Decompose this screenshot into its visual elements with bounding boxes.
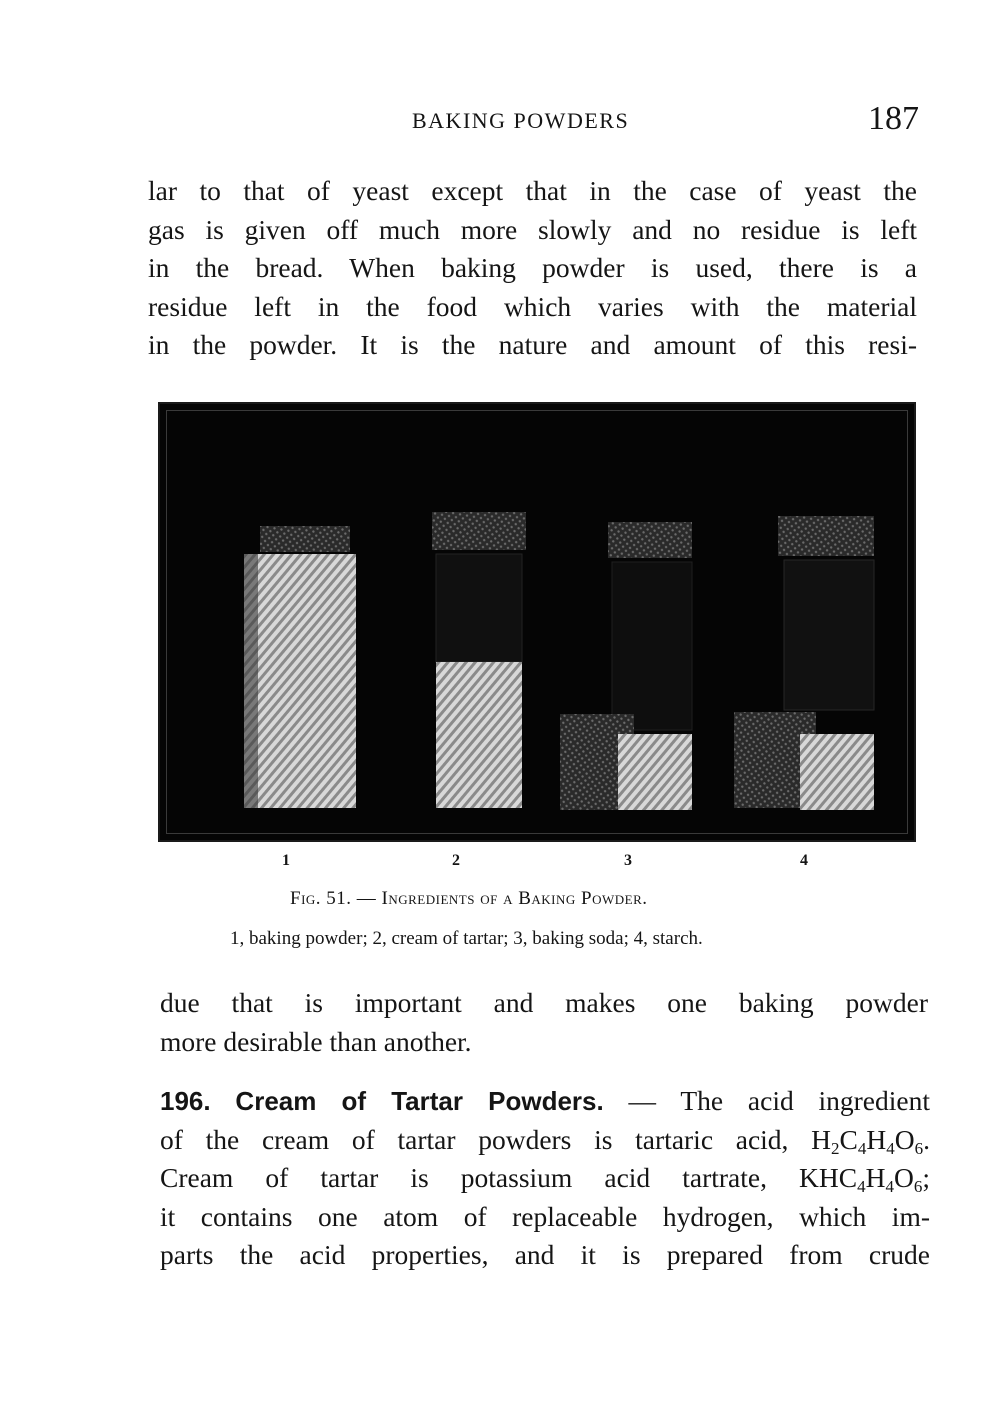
running-head: BAKING POWDERS	[412, 108, 630, 133]
formula-part: C	[839, 1123, 858, 1155]
formula-potassium-acid-tartrate	[799, 1162, 930, 1196]
formula-subscript: 4	[886, 1138, 895, 1158]
formula-subscript: 4	[857, 1138, 867, 1158]
section-number: 196.	[160, 1086, 211, 1116]
figure-border	[166, 410, 908, 834]
formula-part: H	[811, 1123, 832, 1155]
formula-part: H	[865, 1162, 886, 1193]
formula-subscript: 6	[914, 1138, 924, 1158]
caption-text: Fig. 51. — Ingredients of a Baking Powder.	[290, 888, 648, 909]
text-segment: of the cream of tartar powders is tartaric acid,	[160, 1123, 812, 1155]
formula-subscript: 4	[857, 1177, 866, 1196]
jar-number-1: 1	[282, 852, 290, 869]
section-196	[160, 1082, 930, 1275]
text-segment: The acid ingredient	[680, 1085, 930, 1116]
text-line	[160, 1159, 930, 1198]
text-line	[160, 1121, 930, 1160]
figure-legend: 1, baking powder; 2, cream of tartar; 3, baking soda; 4, starch.	[230, 928, 703, 949]
paragraph-top	[148, 172, 917, 365]
formula-subscript: 2	[831, 1138, 840, 1158]
section-heading-line	[160, 1082, 930, 1121]
formula-subscript: 6	[913, 1177, 923, 1196]
figure-photo	[158, 402, 916, 842]
jar-number-3: 3	[624, 852, 632, 869]
formula-part: H	[866, 1123, 887, 1155]
text-line: in the bread. When baking powder is used, there is a	[148, 252, 917, 283]
formula-tartaric-acid	[811, 1123, 930, 1158]
formula-part: ;	[922, 1162, 930, 1193]
jar-number-4: 4	[800, 852, 808, 869]
paragraph-middle	[160, 984, 928, 1061]
formula-part: .	[923, 1123, 930, 1155]
formula-part: KH	[799, 1162, 839, 1193]
formula-part: C	[838, 1162, 858, 1193]
text-line: lar to that of yeast except that in the case of yeast the	[148, 175, 917, 206]
text-line: due that is important and makes one baking powder	[160, 987, 928, 1018]
em-dash: —	[603, 1085, 681, 1116]
formula-part: O	[894, 1123, 915, 1155]
jar-number-2: 2	[452, 852, 460, 869]
text-line: more desirable than another.	[160, 1025, 472, 1057]
figure-caption	[290, 888, 648, 910]
page-number: 187	[868, 100, 919, 137]
text-line: it contains one atom of replaceable hydrogen, which im-	[160, 1200, 930, 1232]
formula-subscript: 4	[885, 1177, 894, 1196]
text-segment: Cream of tartar is potassium acid tartrate,	[160, 1162, 800, 1193]
text-line: residue left in the food which varies with the material	[148, 290, 917, 322]
text-line: in the powder. It is the nature and amount of this resi-	[148, 329, 917, 360]
text-line: parts the acid properties, and it is prepared from crude	[160, 1239, 930, 1270]
text-line: gas is given off much more slowly and no residue is left	[148, 213, 917, 245]
section-heading: Cream of Tartar Powders.	[235, 1086, 604, 1116]
formula-part: O	[893, 1162, 914, 1193]
